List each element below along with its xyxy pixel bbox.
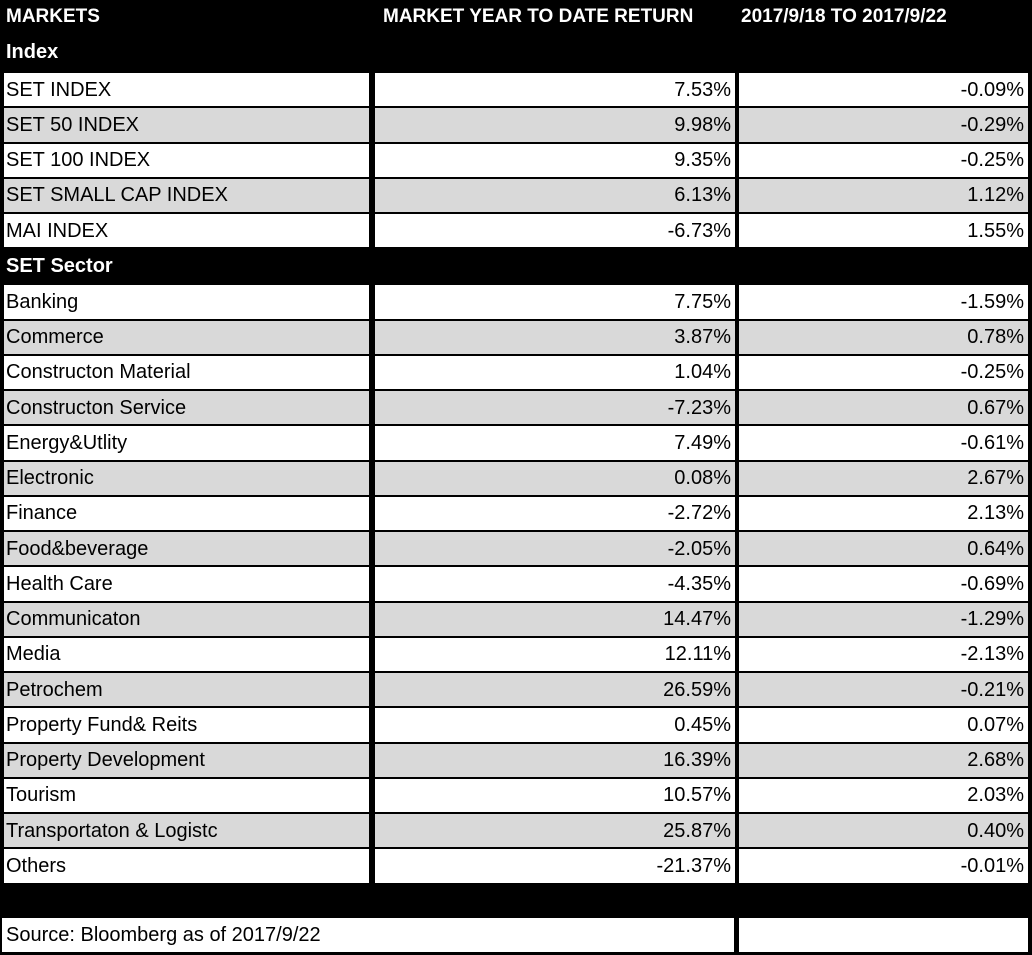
section-header [0, 32, 1032, 72]
row-name: Health Care [4, 567, 369, 600]
row-name: Electronic [4, 462, 369, 495]
row-ytd-return: 16.39% [375, 744, 735, 777]
row-name: Finance [4, 497, 369, 530]
row-name: Property Fund& Reits [4, 708, 369, 741]
row-ytd-return: 10.57% [375, 779, 735, 812]
table-row [0, 813, 1032, 848]
row-week-return: -0.25% [739, 356, 1028, 389]
table-row [0, 778, 1032, 813]
table-row [0, 672, 1032, 707]
source-row [0, 917, 1032, 955]
row-ytd-return: 6.13% [375, 179, 735, 212]
row-ytd-return: -21.37% [375, 849, 735, 882]
header-ytd-return: MARKET YEAR TO DATE RETURN [383, 5, 694, 27]
row-week-return: 0.07% [739, 708, 1028, 741]
row-week-return: 0.40% [739, 814, 1028, 847]
row-week-return: 1.12% [739, 179, 1028, 212]
table-row [0, 320, 1032, 355]
blank-band [0, 883, 1032, 917]
row-name: Banking [4, 285, 369, 318]
row-week-return: -0.01% [739, 849, 1028, 882]
table-row [0, 107, 1032, 142]
table-row [0, 566, 1032, 601]
row-ytd-return: 25.87% [375, 814, 735, 847]
table-row [0, 531, 1032, 566]
row-week-return: 2.13% [739, 497, 1028, 530]
table-row [0, 284, 1032, 319]
table-row [0, 637, 1032, 672]
row-ytd-return: 12.11% [375, 638, 735, 671]
header-row [0, 0, 1032, 32]
table-row [0, 848, 1032, 883]
table-row [0, 143, 1032, 178]
row-name: Communicaton [4, 603, 369, 636]
row-ytd-return: 7.49% [375, 426, 735, 459]
row-week-return: 0.67% [739, 391, 1028, 424]
row-week-return: -1.59% [739, 285, 1028, 318]
row-ytd-return: -4.35% [375, 567, 735, 600]
row-name: SET 100 INDEX [4, 144, 369, 177]
row-name: SET SMALL CAP INDEX [4, 179, 369, 212]
table-row [0, 496, 1032, 531]
row-ytd-return: -6.73% [375, 214, 735, 247]
row-ytd-return: -2.05% [375, 532, 735, 565]
table-row [0, 602, 1032, 637]
row-name: Energy&Utlity [4, 426, 369, 459]
source-note: Source: Bloomberg as of 2017/9/22 [2, 918, 734, 952]
row-name: SET INDEX [4, 73, 369, 106]
row-ytd-return: 0.08% [375, 462, 735, 495]
row-week-return: 1.55% [739, 214, 1028, 247]
header-markets: MARKETS [6, 5, 100, 27]
row-week-return: 2.68% [739, 744, 1028, 777]
row-week-return: -0.69% [739, 567, 1028, 600]
row-ytd-return: 0.45% [375, 708, 735, 741]
table-row [0, 355, 1032, 390]
row-ytd-return: 3.87% [375, 321, 735, 354]
row-week-return: 0.78% [739, 321, 1028, 354]
row-ytd-return: 26.59% [375, 673, 735, 706]
row-week-return: 2.67% [739, 462, 1028, 495]
section-header [0, 248, 1032, 284]
row-name: Constructon Material [4, 356, 369, 389]
row-ytd-return: 9.35% [375, 144, 735, 177]
table-row [0, 707, 1032, 742]
row-name: Others [4, 849, 369, 882]
row-week-return: -2.13% [739, 638, 1028, 671]
row-ytd-return: 1.04% [375, 356, 735, 389]
row-name: SET 50 INDEX [4, 108, 369, 141]
row-week-return: -0.25% [739, 144, 1028, 177]
section-title: Index [6, 41, 59, 63]
source-empty-cell [739, 918, 1028, 952]
row-name: Petrochem [4, 673, 369, 706]
row-week-return: 0.64% [739, 532, 1028, 565]
row-name: Constructon Service [4, 391, 369, 424]
row-ytd-return: -2.72% [375, 497, 735, 530]
row-ytd-return: 7.53% [375, 73, 735, 106]
row-ytd-return: -7.23% [375, 391, 735, 424]
row-name: Commerce [4, 321, 369, 354]
row-ytd-return: 14.47% [375, 603, 735, 636]
row-name: Transportaton & Logistc [4, 814, 369, 847]
section-title: SET Sector [6, 255, 113, 278]
table-row [0, 425, 1032, 460]
row-name: Tourism [4, 779, 369, 812]
row-ytd-return: 9.98% [375, 108, 735, 141]
row-week-return: -0.61% [739, 426, 1028, 459]
row-ytd-return: 7.75% [375, 285, 735, 318]
table-row [0, 743, 1032, 778]
row-name: Food&beverage [4, 532, 369, 565]
table-row [0, 72, 1032, 107]
row-week-return: -1.29% [739, 603, 1028, 636]
table-row [0, 213, 1032, 248]
row-name: MAI INDEX [4, 214, 369, 247]
table-row [0, 390, 1032, 425]
header-week-range: 2017/9/18 TO 2017/9/22 [741, 5, 947, 27]
row-week-return: -0.29% [739, 108, 1028, 141]
row-week-return: -0.09% [739, 73, 1028, 106]
row-name: Property Development [4, 744, 369, 777]
table-row [0, 461, 1032, 496]
table-row [0, 178, 1032, 213]
row-name: Media [4, 638, 369, 671]
row-week-return: -0.21% [739, 673, 1028, 706]
row-week-return: 2.03% [739, 779, 1028, 812]
